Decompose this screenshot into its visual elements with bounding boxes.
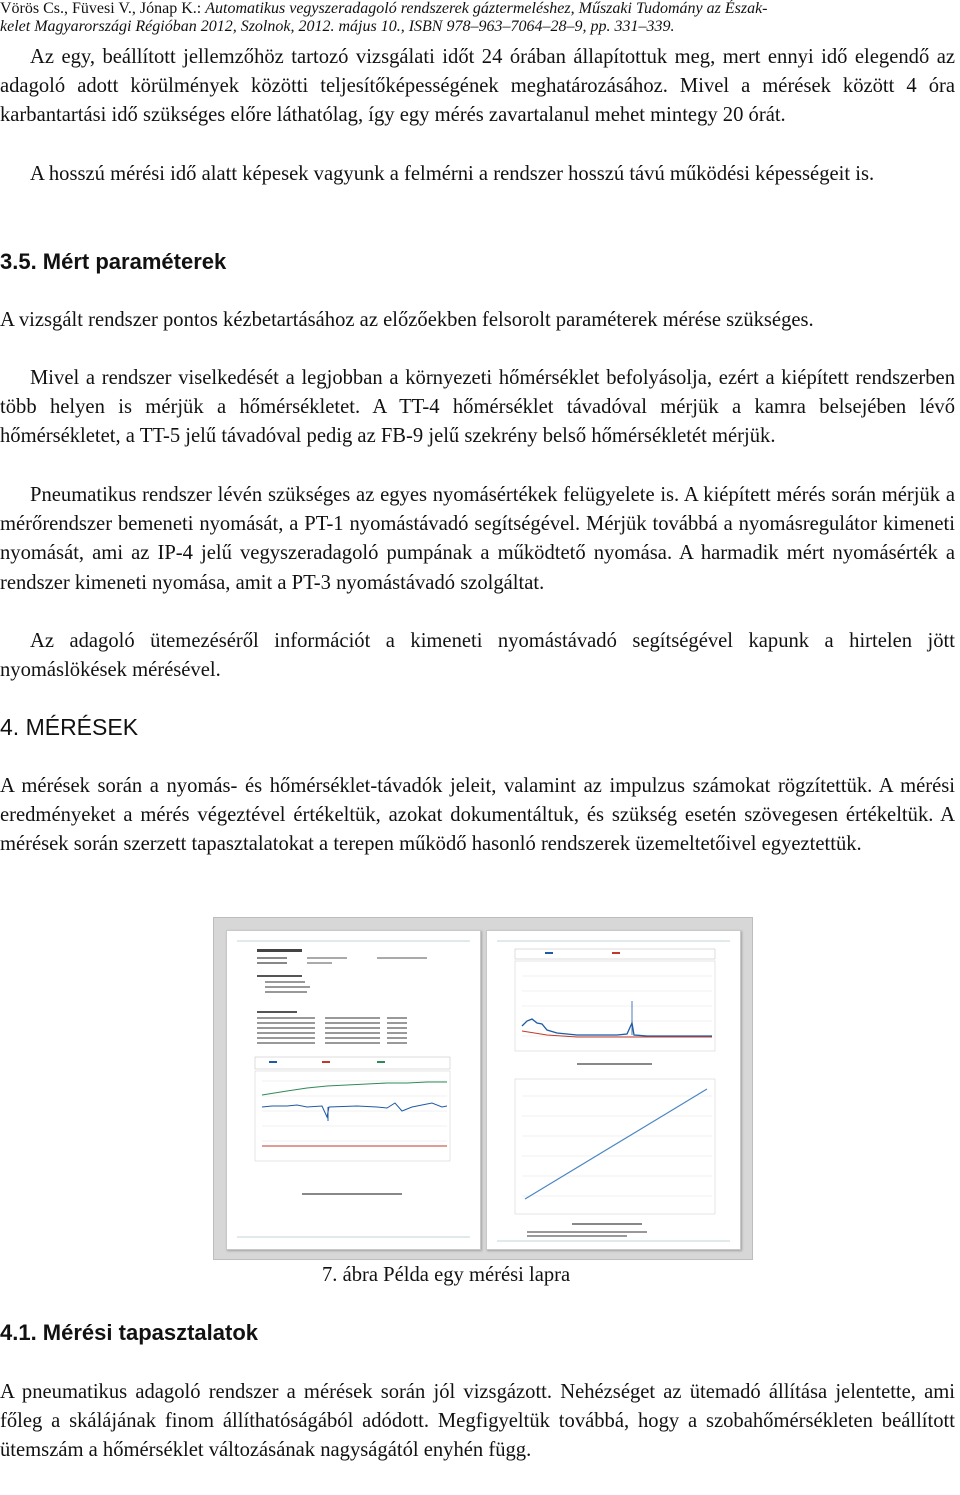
paragraph-1: Az egy, beállított jellemzőhöz tartozó vizsgálati időt 24 órában állapítottuk meg, mert ennyi idő elegendő az adagoló adott körülmények közötti teljesítőképességének meghatározásához. Mivel a mérések között 4 óra karbantartási idő szükséges előre láthatólag, így egy mérés zavartalanul mehet mintegy 20 órát. xyxy=(0,46,955,127)
header-title: Automatikus vegyszeradagoló rendszerek gáztermeléshez, xyxy=(205,0,575,17)
figure-caption: 7. ábra Példa egy mérési lapra xyxy=(322,1264,571,1286)
report-page-left-image xyxy=(227,931,480,1249)
section-heading-4-1: 4.1. Mérési tapasztalatok xyxy=(0,1320,259,1345)
paragraph-5: Pneumatikus rendszer lévén szükséges az egyes nyomásértékek felügyelete is. A kiépített mérés során mérjük a mérőrendszer bemeneti nyomását, a PT-1 nyomástávadó segítségével. Mérjük továbbá a nyomásregulátor kimeneti nyomását, ami az IP-4 jelű vegyszeradagoló pumpának a működtető nyomása. A harmadik mért nyomásérték a rendszer kimeneti nyomása, amit a PT-3 nyomástávadó szolgáltat. xyxy=(0,484,955,594)
paragraph-6: Az adagoló ütemezéséről információt a kimeneti nyomástávadó segítségével kapunk a hirtelen jött nyomáslökések mérésével. xyxy=(0,630,955,682)
paragraph-3: A vizsgált rendszer pontos kézbetartásához az előzőekben felsorolt paraméterek mérése szükséges. xyxy=(0,309,814,331)
section-heading-3-5: 3.5. Mért paraméterek xyxy=(0,249,227,274)
header-authors: Vörös Cs., Füvesi V., Jónap K.: xyxy=(0,0,206,17)
section-heading-4: 4. MÉRÉSEK xyxy=(0,714,139,740)
paragraph-4: Mivel a rendszer viselkedését a legjobban a környezeti hőmérséklet befolyásolja, ezért a kiépített rendszerben több helyen is mérjük a hőmérsékletet. A TT-4 hőmérséklet távadóval mérjük a kamra belsejében lévő hőmérsékletet, a TT-5 jelű távadóval pedig az FB-9 jelű szekrény belső hőmérsékletét mérjük. xyxy=(0,367,955,448)
report-page-thumbnail-left xyxy=(226,930,481,1250)
report-page-right-image xyxy=(487,931,740,1249)
header-venue: Műszaki Tudomány az Észak- xyxy=(574,0,768,17)
measurement-sheet-figure xyxy=(213,917,753,1260)
paragraph-7: A mérések során a nyomás- és hőmérséklet-távadók jeleit, valamint az impulzus számokat rögzítettük. A mérési eredményeket a mérés végeztével értékeltük, azokat dokumentáltuk, és szükség esetén szövegesen értékeltük. A mérések során szerzett tapasztalatokat a terepen működő hasonló rendszerek üzemeltetőivel egyeztettük. xyxy=(0,775,955,856)
paragraph-8: A pneumatikus adagoló rendszer a mérések során jól vizsgázott. Nehézséget az ütemadó állítása jelentette, ami főleg a skálájának finom állíthatóságából adódott. Megfigyeltük továbbá, hogy a szobahőmérsékleten beállított ütemszám a hőmérséklet változásának nagyságától enyhén függ. xyxy=(0,1381,955,1462)
paragraph-2: A hosszú mérési idő alatt képesek vagyunk a felmérni a rendszer hosszú távú működési képességeit is. xyxy=(30,163,875,185)
header-line-2: kelet Magyarországi Régióban 2012, Szolnok, 2012. május 10., ISBN 978–963–7064–28–9, pp. 331–339. xyxy=(0,18,675,35)
header-line-1 xyxy=(0,0,960,18)
report-page-thumbnail-right xyxy=(486,930,741,1250)
running-header xyxy=(0,0,960,36)
